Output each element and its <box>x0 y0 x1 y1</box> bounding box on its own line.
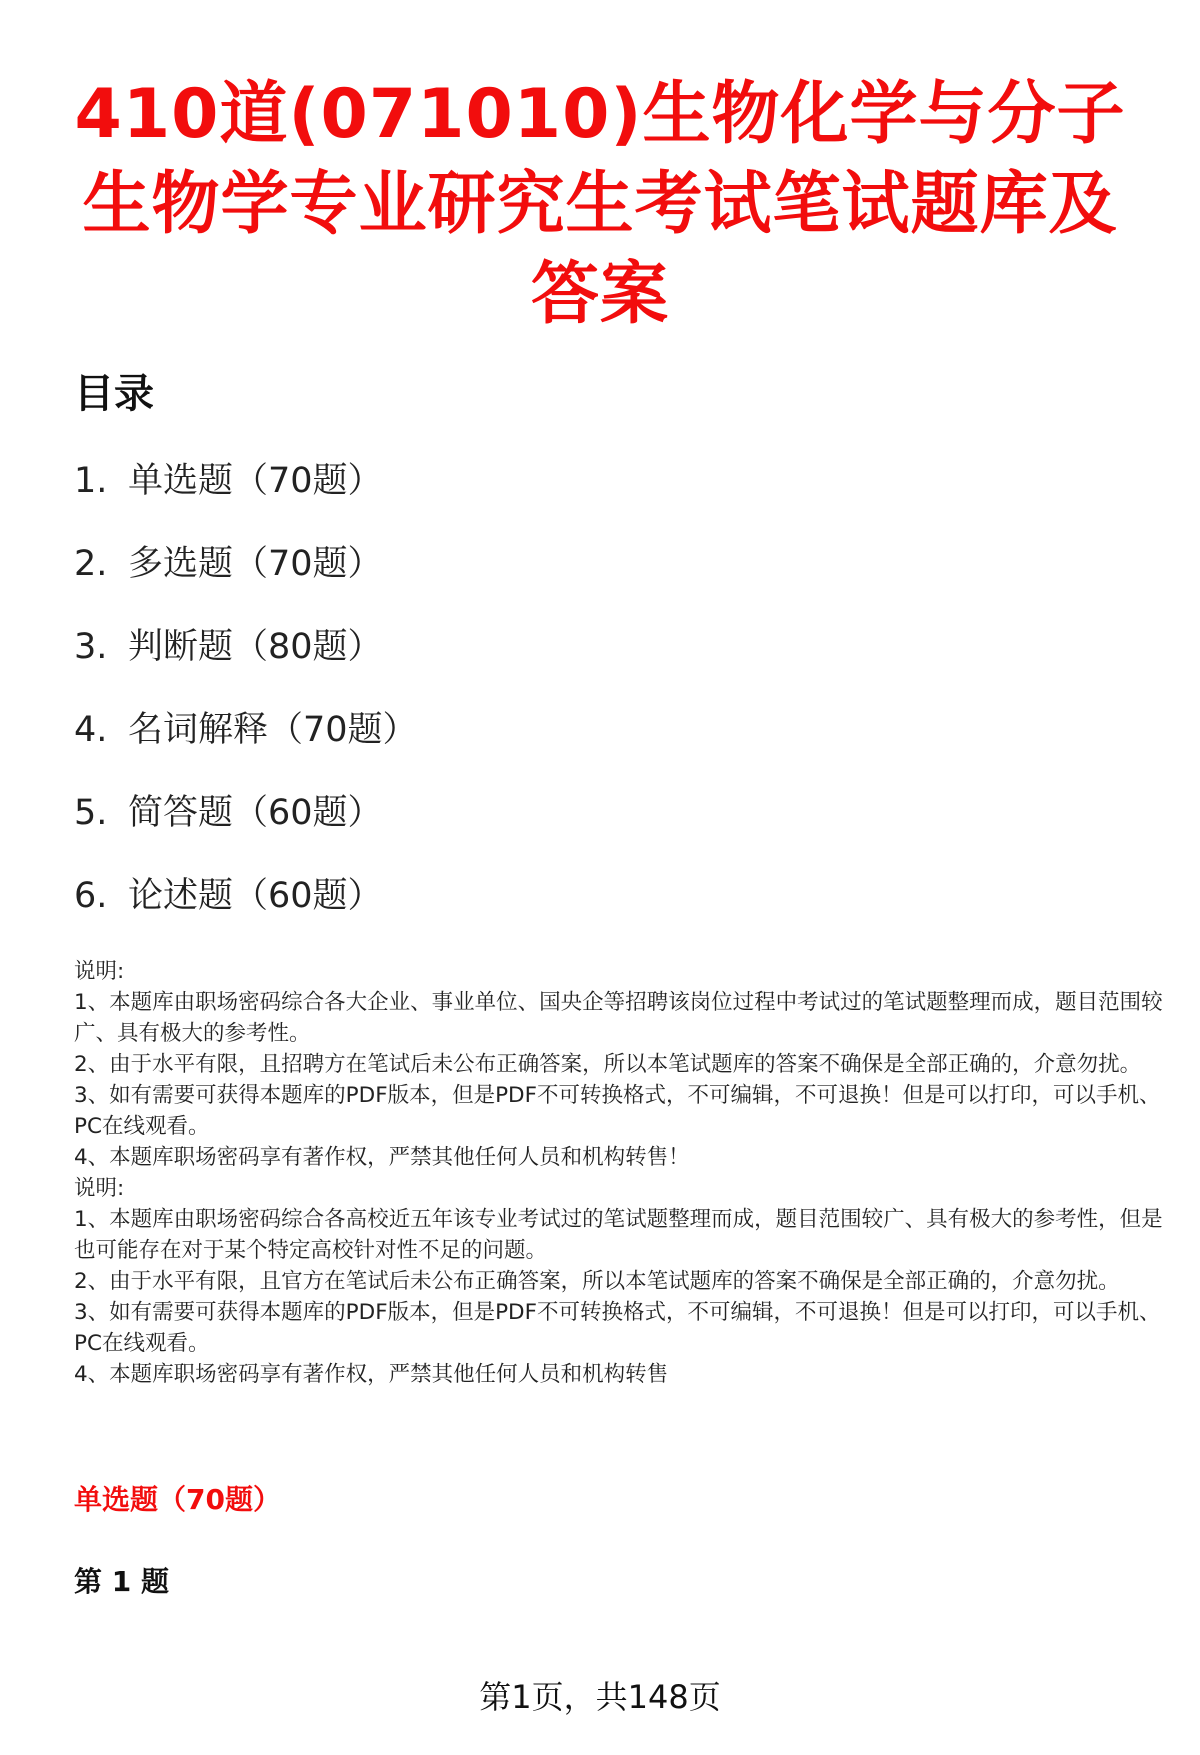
note-paragraph: 3、如有需要可获得本题库的PDF版本，但是PDF不可转换格式，不可编辑，不可退换！但是可以打印，可以手机、PC在线观看。 <box>74 1083 1161 1139</box>
toc-item-number: 1. <box>74 461 108 501</box>
question-heading: 第 1 题 <box>74 1565 169 1598</box>
toc-item-true-false[interactable] <box>74 622 418 705</box>
notes-heading: 说明: <box>74 1176 125 1201</box>
toc-item-term-definition[interactable] <box>74 705 418 788</box>
toc-heading: 目录 <box>74 371 154 417</box>
toc-item-label: 单选题（70题） <box>128 461 383 501</box>
toc-item-short-answer[interactable] <box>74 788 418 871</box>
toc-item-label: 简答题（60题） <box>128 793 383 833</box>
note-paragraph: 4、本题库职场密码享有著作权，严禁其他任何人员和机构转售！ <box>74 1145 690 1170</box>
note-paragraph: 2、由于水平有限，且招聘方在笔试后未公布正确答案，所以本笔试题库的答案不确保是全部正确的，介意勿扰。 <box>74 1052 1142 1077</box>
toc-item-number: 2. <box>74 544 108 584</box>
toc-item-label: 判断题（80题） <box>128 627 383 667</box>
toc-item-label: 名词解释（70题） <box>128 710 418 750</box>
toc-item-label: 多选题（70题） <box>128 544 383 584</box>
note-paragraph: 2、由于水平有限，且官方在笔试后未公布正确答案，所以本笔试题库的答案不确保是全部正确的，介意勿扰。 <box>74 1269 1120 1294</box>
note-paragraph: 3、如有需要可获得本题库的PDF版本，但是PDF不可转换格式，不可编辑，不可退换！但是可以打印，可以手机、PC在线观看。 <box>74 1300 1161 1356</box>
section-heading: 单选题（70题） <box>74 1483 281 1516</box>
note-paragraph: 4、本题库职场密码享有著作权，严禁其他任何人员和机构转售 <box>74 1362 669 1387</box>
toc-item-number: 4. <box>74 710 108 750</box>
note-paragraph: 1、本题库由职场密码综合各高校近五年该专业考试过的笔试题整理而成，题目范围较广、具有极大的参考性，但是也可能存在对于某个特定高校针对性不足的问题。 <box>74 1207 1163 1263</box>
notes-heading: 说明: <box>74 959 125 984</box>
toc-item-number: 6. <box>74 876 108 916</box>
page-footer: 第1页，共148页 <box>479 1678 721 1716</box>
toc-item-number: 3. <box>74 627 108 667</box>
toc-item-single-choice[interactable] <box>74 456 418 539</box>
notes-block <box>74 956 1164 1390</box>
document-title: 410道(071010)生物化学与分子生物学专业研究生考试笔试题库及答案 <box>74 75 1126 334</box>
toc-item-essay[interactable] <box>74 871 418 954</box>
toc-item-label: 论述题（60题） <box>128 876 383 916</box>
toc-item-multiple-choice[interactable] <box>74 539 418 622</box>
note-paragraph: 1、本题库由职场密码综合各大企业、事业单位、国央企等招聘该岗位过程中考试过的笔试题整理而成，题目范围较广、具有极大的参考性。 <box>74 990 1163 1046</box>
table-of-contents <box>74 456 418 954</box>
toc-item-number: 5. <box>74 793 108 833</box>
